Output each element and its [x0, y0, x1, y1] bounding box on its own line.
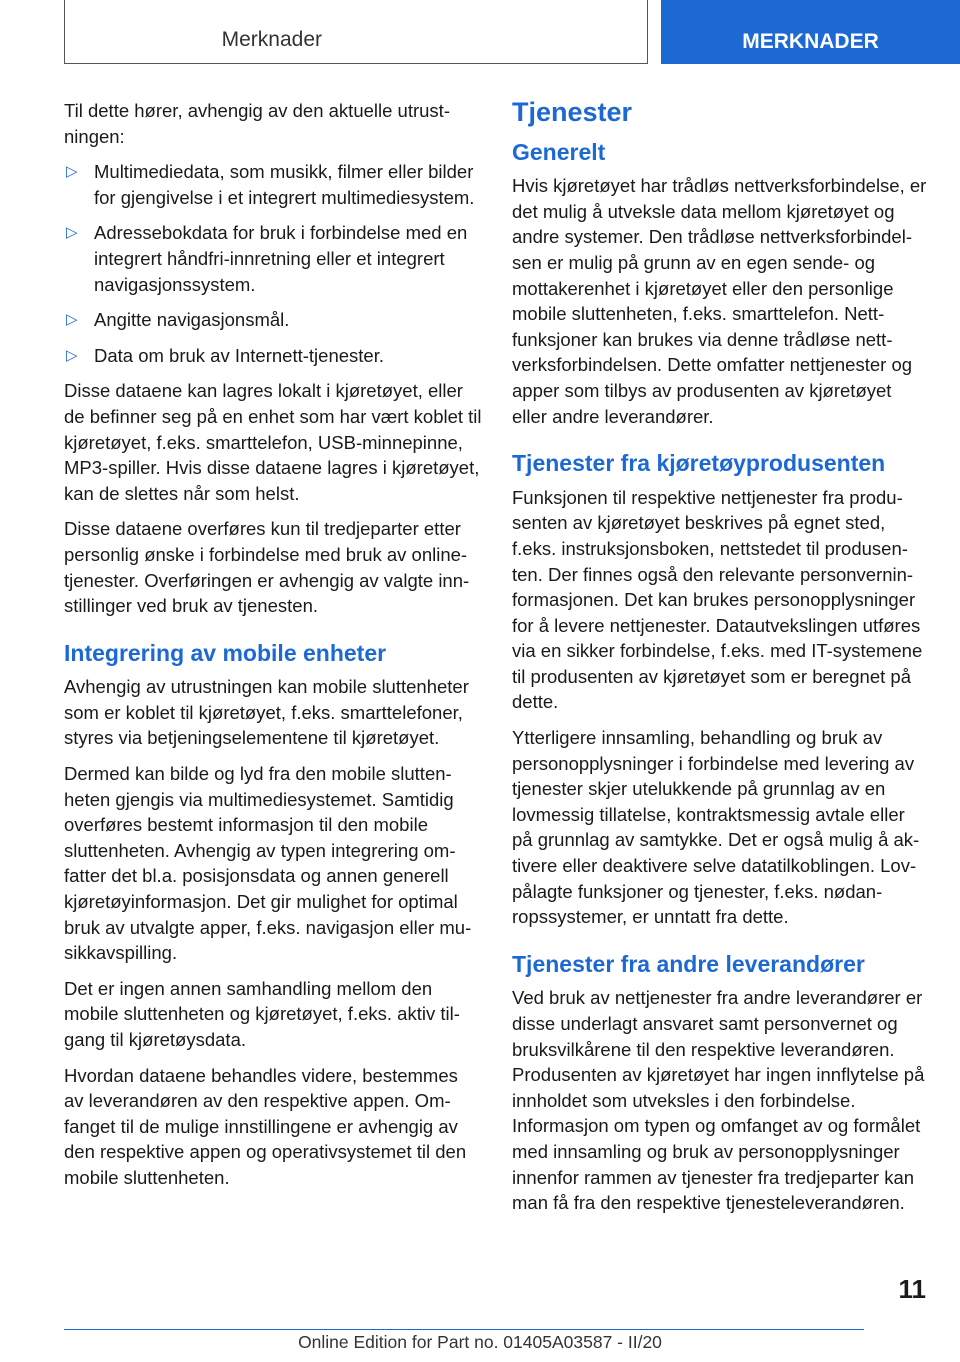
left-column — [64, 98, 482, 1201]
triangle-right-icon: ▷ — [66, 163, 78, 181]
paragraph: Ytterligere innsamling, behandling og bruk av personopplysninger i forbindelse med levering av tjenester skjer utelukkende på grunnlag av en lovmessig tillatelse, kontraktsmessig avtale eller på grunnlag av samtykke. Det er også mulig å aktivere eller deaktivere selve datatilkoblingen. Lovpålagte funksjoner og tjenester, f.eks. nødanropssystemer, er unntatt fra dette. — [512, 727, 920, 928]
list-item: ▷ Angitte navigasjonsmål. — [64, 307, 482, 333]
section-title: Merknader — [221, 28, 322, 51]
triangle-right-icon: ▷ — [66, 224, 78, 242]
list-item: ▷ Multimediedata, som musikk, filmer eller bilder for gjengivelse i et integrert multimediesystem. — [66, 161, 475, 208]
paragraph: Disse dataene kan lagres lokalt i kjøretøyet, eller de befinner seg på en enhet som har vært koblet til kjøretøyet, f.eks. smarttelefon, USB-minnepinne, MP3-spiller. Hvis disse dataene lagres i kjøretøyet, kan de slettes når som helst. — [64, 380, 482, 504]
bullet-list — [64, 159, 482, 368]
intro-paragraph: Til dette hører, avhengig av den aktuelle utrustningen: — [64, 100, 450, 147]
page-title: Tjenester — [512, 97, 633, 127]
paragraph: Avhengig av utrustningen kan mobile sluttenheter som er koblet til kjøretøyet, f.eks. smarttelefoner, styres via betjeningselementene til kjøretøyet. — [64, 676, 469, 749]
page-number: 11 — [898, 1274, 926, 1304]
right-column — [512, 98, 930, 1226]
paragraph: Dermed kan bilde og lyd fra den mobile sluttenheten gjengis via multimediesystemet. Samtidig overføres bestemt informasjon til den mobile sluttenheten. Avhengig av typen integrering omfatter det bl.a. posisjonsdata og annen generell kjøretøyinformasjon. Det gir mulighet for optimal bruk av utvalgte apper, f.eks. navigasjon eller musikkavspilling. — [64, 763, 472, 964]
list-item: ▷ Data om bruk av Internett-tjenester. — [64, 343, 482, 369]
heading-general: Generelt — [512, 138, 606, 165]
chapter-tab[interactable]: MERKNADER — [661, 0, 960, 64]
paragraph: Funksjonen til respektive nettjenester fra produsenten av kjøretøyet beskrives på egnet sted, f.eks. instruksjonsboken, nettstedet til produsenten. Der finnes også den relevante personverninformasjonen. Det kan brukes personopplysninger for å levere nettjenester. Datautvekslingen utføres via en sikker forbindelse, f.eks. med IT-systemene til produsenten av kjøretøyet som er beregnet på dette. — [512, 486, 923, 713]
footer-divider — [64, 1329, 864, 1330]
paragraph: Hvis kjøretøyet har trådløs nettverksforbindelse, er det mulig å utveksle data mellom kjøretøyet og andre systemer. Den trådløse nettverksforbindelsen er mulig på grunn av en egen sende- og mottakerenhet i kjøretøyet eller den personlige mobile sluttenheten, f.eks. smarttelefon. Nettfunksjoner kan brukes via denne trådløse nettverksforbindelsen. Dette omfatter nettjenester og apper som tilbys av produsenten av kjøretøyet eller andre leverandører. — [512, 175, 927, 427]
paragraph: Hvordan dataene behandles videre, bestemmes av leverandøren av den respektive appen. Omfanget til de mulige innstillingene er avhengig av den respektive appen og operativsystemet til den mobile sluttenheten. — [64, 1064, 467, 1188]
heading-manufacturer-services: Tjenester fra kjøretøyprodusenten — [512, 450, 886, 477]
heading-other-providers: Tjenester fra andre leverandører — [512, 950, 865, 977]
list-item: ▷ Adressebokdata for bruk i forbindelse med en integrert håndfri-innretning eller et integrert navigasjonssystem. — [66, 222, 468, 295]
triangle-right-icon: ▷ — [66, 311, 78, 329]
paragraph: Det er ingen annen samhandling mellom den mobile sluttenheten og kjøretøyet, f.eks. aktiv tilgang til kjøretøysdata. — [64, 977, 460, 1050]
triangle-right-icon: ▷ — [66, 346, 78, 364]
edition-footer: Online Edition for Part no. 01405A03587 - II/20 — [298, 1332, 662, 1352]
paragraph: Disse dataene overføres kun til tredjeparter etter personlig ønske i forbindelse med bruk av online-tjenester. Overføringen er avhengig av valgte innstillinger ved bruk av tjenesten. — [64, 518, 470, 617]
heading-mobile-integration: Integrering av mobile enheter — [64, 639, 387, 666]
header-frame — [64, 0, 648, 64]
paragraph: Ved bruk av nettjenester fra andre leverandører er disse underlagt ansvaret samt personvernet og bruksvilkårene til den respektive leverandøren. Produsenten av kjøretøyet har ingen innflytelse på innholdet som utveksles i den forbindelse. Informasjon om typen og omfanget av og formålet med innsamling og bruk av personopplysninger innenfor rammen av tjenester fra tredjeparter kan man få fra den respektive tjenesteleverandøren. — [512, 987, 925, 1214]
